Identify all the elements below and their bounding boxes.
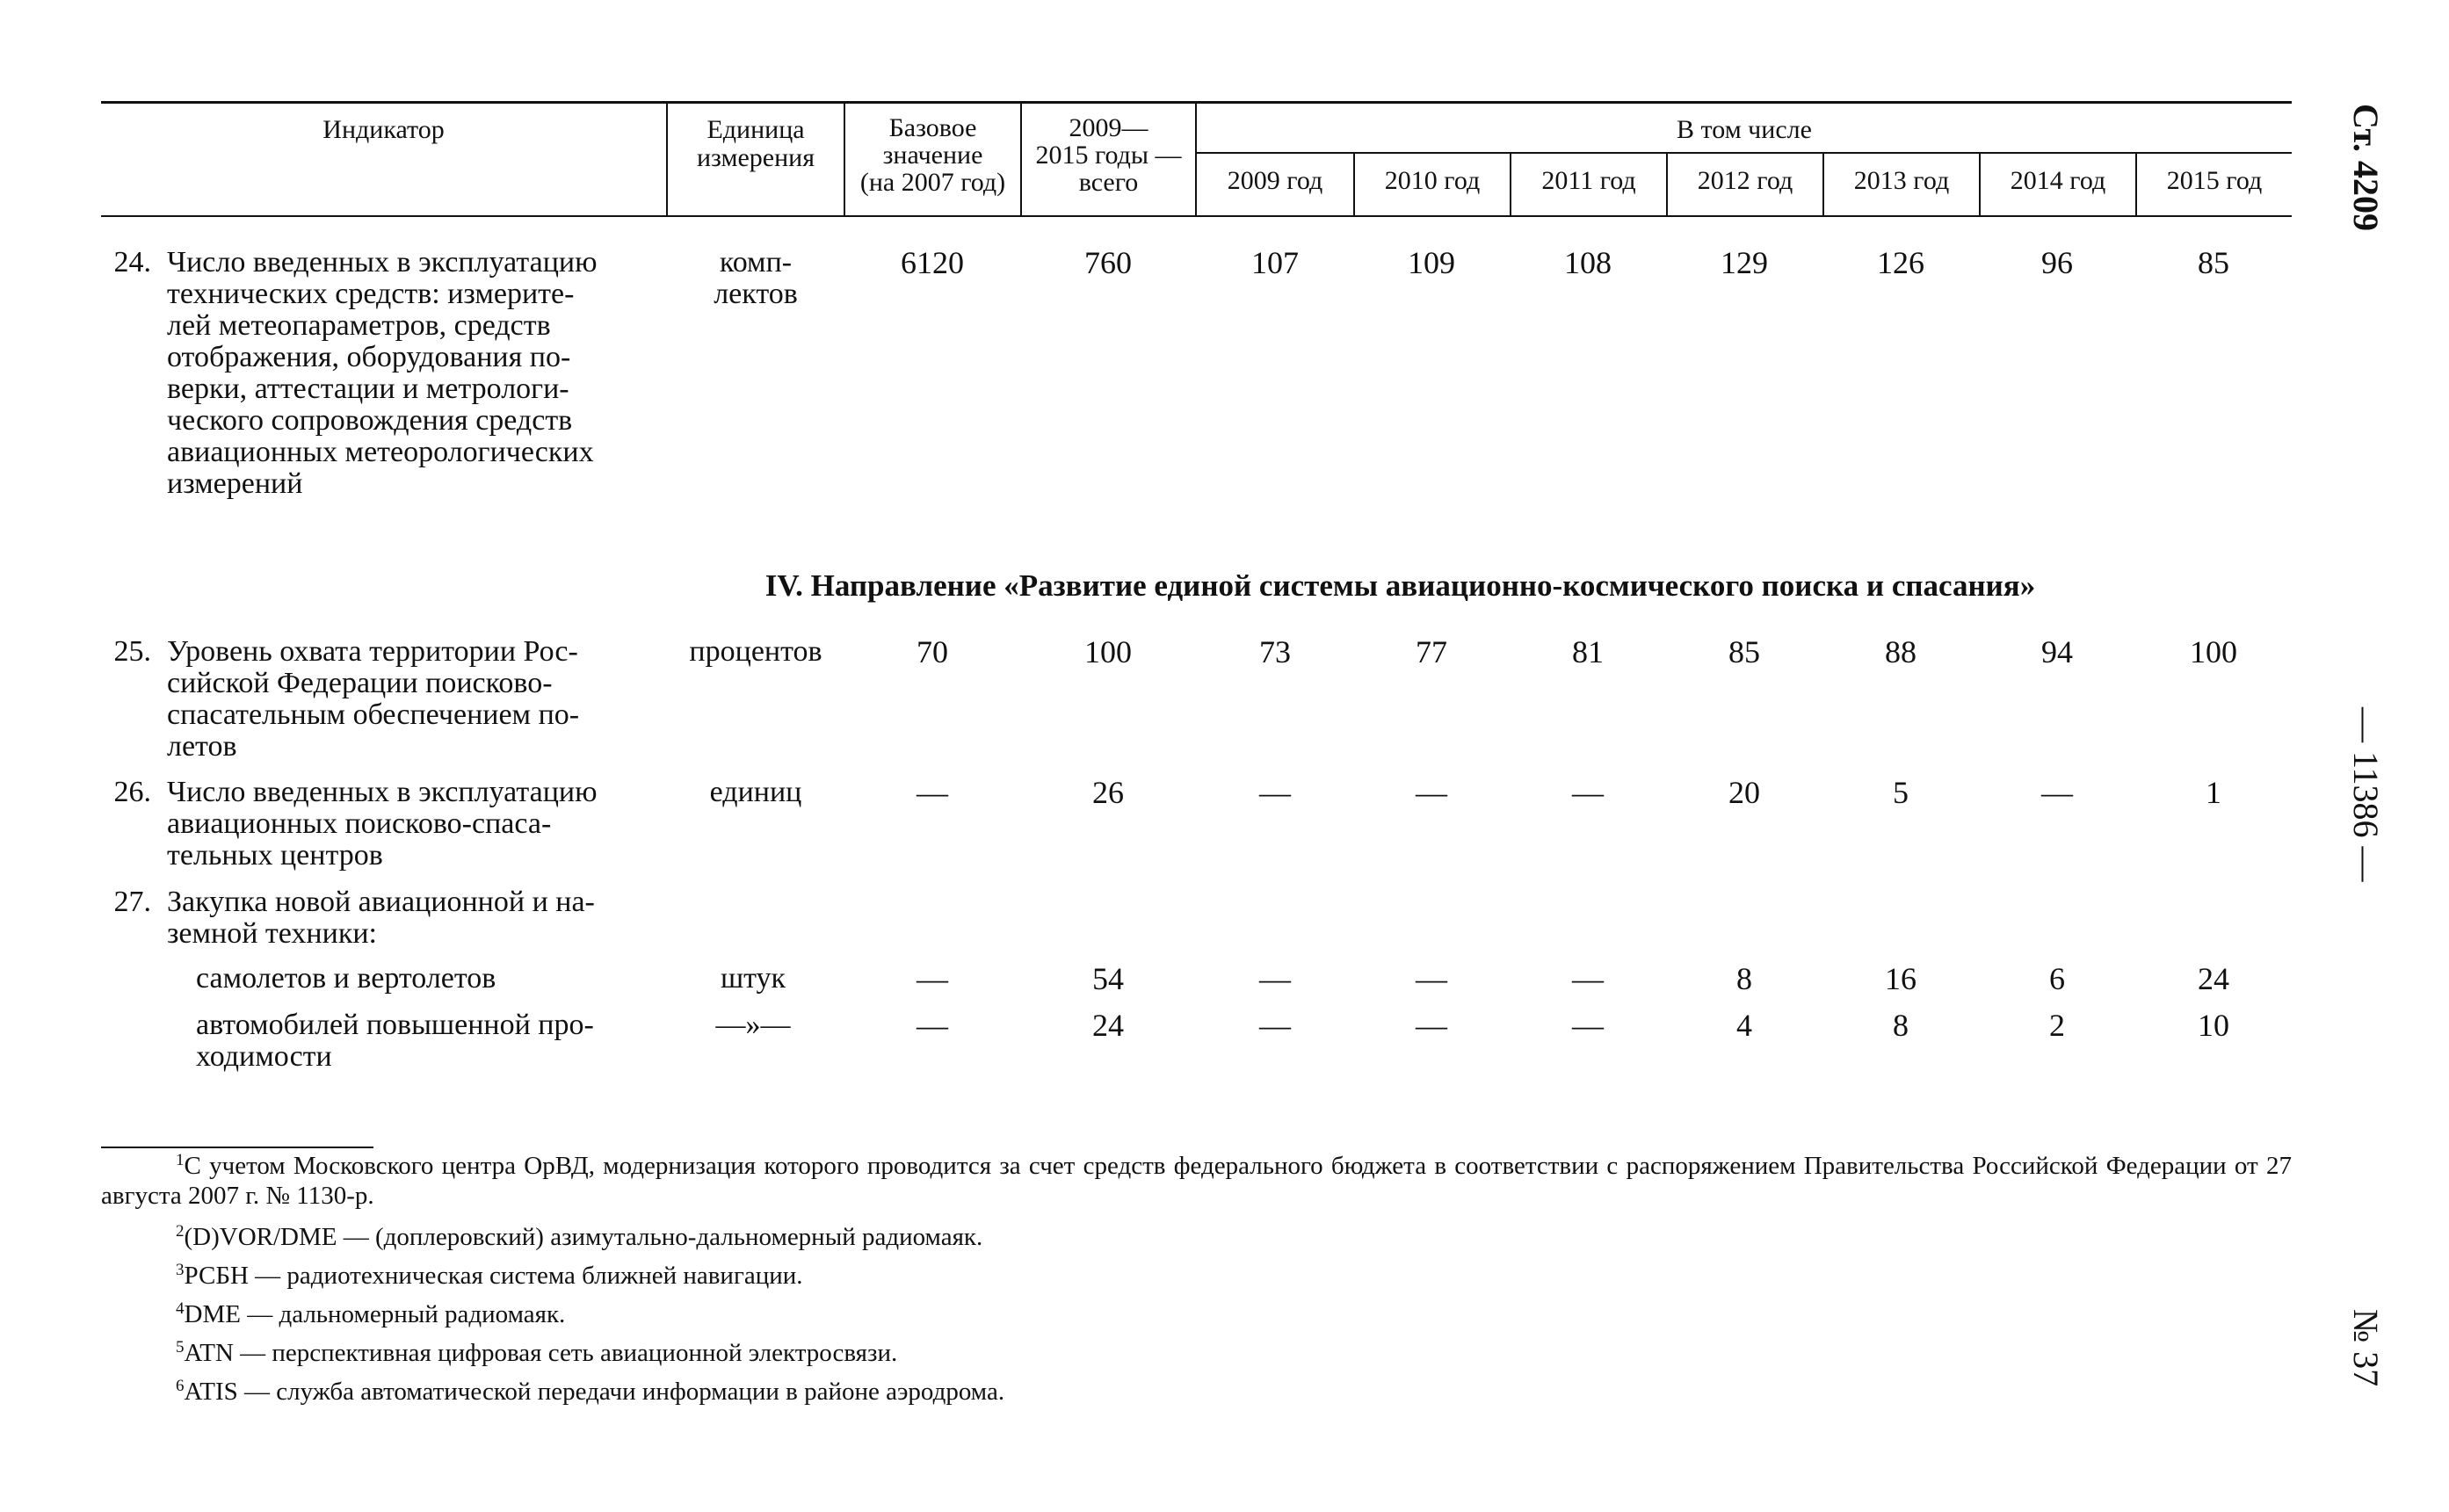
value-2011: 108: [1564, 245, 1612, 280]
footnote-text: ATN — перспективная цифровая сеть авиационной электросвязи.: [184, 1339, 898, 1367]
value-2013: 5: [1893, 775, 1909, 810]
value-2012: 8: [1736, 961, 1752, 996]
header-year: 2011 год: [1541, 166, 1636, 195]
value-base: —: [917, 961, 948, 996]
margin-article-number: Ст. 4209: [2346, 104, 2386, 231]
footnote-text: С учетом Московского центра ОрВД, модернизация которого проводится за счет средств федерального бюджета в соответствии с распоряжением Правительства Российской Федерации от 27 августа 2007 г. № 1130-р.: [101, 1152, 2292, 1210]
margin-page-number: — 11386 —: [2346, 707, 2386, 882]
value-base: 70: [917, 634, 948, 669]
indicator-line: Закупка новой авиационной и на-: [167, 886, 595, 918]
unit-cell: [668, 247, 844, 310]
header-base-line: значение: [882, 141, 983, 170]
indicator-line: автомобилей повышенной про-: [196, 1009, 594, 1041]
value-2015: 85: [2198, 245, 2229, 280]
header-indicator: Индикатор: [322, 115, 445, 144]
unit-line: единиц: [709, 776, 802, 808]
value-total: 24: [1092, 1008, 1124, 1043]
footnote-mark: 5: [176, 1338, 185, 1356]
value-2013: 8: [1893, 1008, 1909, 1043]
margin-issue-number: № 37: [2346, 1309, 2386, 1387]
indicator-line: Число введенных в эксплуатацию: [167, 776, 598, 808]
indicator-text: [167, 886, 641, 950]
value-2009: 73: [1259, 634, 1291, 669]
footnote-mark: 1: [176, 1151, 185, 1169]
value-2012: 129: [1721, 245, 1768, 280]
value-2015: 100: [2190, 634, 2237, 669]
indicator-line: верки, аттестации и метрологи-: [167, 373, 569, 405]
subrow-indicator-text: [196, 1009, 657, 1073]
value-2011: —: [1572, 1008, 1604, 1043]
value-2011: —: [1572, 961, 1604, 996]
header-total-line: всего: [1078, 168, 1139, 197]
value-2011: —: [1572, 775, 1604, 810]
value-2009: —: [1259, 1008, 1291, 1043]
header-year: 2014 год: [2010, 166, 2106, 195]
indicator-text: [167, 777, 641, 872]
footnote-mark: 6: [176, 1377, 185, 1395]
value-2014: 2: [2049, 1008, 2065, 1043]
header-year: 2015 год: [2166, 166, 2263, 195]
header-total: [1022, 114, 1195, 196]
indicator-line: Число введенных в эксплуатацию: [167, 246, 598, 279]
header-year: 2012 год: [1697, 166, 1793, 195]
footnote-text: ATIS — служба автоматической передачи информации в районе аэродрома.: [184, 1378, 1005, 1406]
indicator-line: сийской Федерации поисково-: [167, 667, 553, 699]
indicator-text: [167, 247, 641, 500]
value-2014: 6: [2049, 961, 2065, 996]
value-2009: 107: [1251, 245, 1299, 280]
header-total-line: 2009—: [1069, 113, 1148, 142]
value-2012: 4: [1736, 1008, 1752, 1043]
footnote: [176, 1222, 982, 1252]
indicator-line: земной техники:: [167, 917, 377, 950]
value-2010: 77: [1416, 634, 1447, 669]
footnote-text: (D)VOR/DME — (доплеровский) азимутально-дальномерный радиомаяк.: [184, 1223, 983, 1251]
footnote-rule: [101, 1147, 373, 1148]
unit-line: процентов: [689, 635, 822, 668]
value-2010: —: [1416, 961, 1447, 996]
header-unit-line: Единица: [706, 115, 805, 144]
header-unit: [668, 114, 844, 173]
value-2010: —: [1416, 1008, 1447, 1043]
indicator-line: ходимости: [196, 1040, 332, 1073]
footnote: [176, 1261, 803, 1291]
value-total: 100: [1084, 634, 1132, 669]
unit-line: комп-: [719, 246, 793, 279]
indicator-line: тельных центров: [167, 839, 383, 872]
footnote-mark: 3: [176, 1261, 185, 1279]
value-2014: 94: [2041, 634, 2073, 669]
indicator-line: спасательным обеспечением по-: [167, 698, 580, 731]
footnote: [176, 1338, 897, 1368]
value-total: 26: [1092, 775, 1124, 810]
subrow-indicator-text: [196, 963, 657, 995]
footnote-text: DME — дальномерный радиомаяк.: [184, 1300, 566, 1328]
row-number: 27.: [113, 886, 151, 918]
unit-line: лектов: [714, 278, 798, 310]
value-2011: 81: [1572, 634, 1604, 669]
row-number: 26.: [113, 776, 151, 808]
indicator-line: Уровень охвата территории Рос-: [167, 635, 578, 668]
unit-cell: штук: [720, 962, 786, 995]
value-2013: 126: [1877, 245, 1924, 280]
header-year: 2010 год: [1384, 166, 1481, 195]
value-2012: 85: [1728, 634, 1760, 669]
value-2012: 20: [1728, 775, 1760, 810]
value-2015: 24: [2198, 961, 2229, 996]
header-base-line: (на 2007 год): [859, 168, 1006, 197]
value-2014: —: [2041, 775, 2073, 810]
value-2013: 16: [1885, 961, 1916, 996]
header-base-line: Базовое: [888, 113, 977, 142]
indicator-line: самолетов и вертолетов: [196, 962, 496, 995]
footnote: [176, 1299, 565, 1329]
value-base: 6120: [901, 245, 964, 280]
unit-cell: [663, 636, 848, 668]
indicator-line: отображения, оборудования по-: [167, 341, 571, 373]
value-2009: —: [1259, 775, 1291, 810]
value-2010: —: [1416, 775, 1447, 810]
value-2010: 109: [1408, 245, 1455, 280]
section-title: IV. Направление «Развитие единой системы авиационно-космического поиска и спасания»: [764, 568, 2036, 603]
header-unit-line: измерения: [696, 143, 815, 172]
footnote: [176, 1377, 1004, 1407]
years-subheader-rule: [1195, 152, 2292, 154]
header-base: [845, 114, 1020, 196]
value-2009: —: [1259, 961, 1291, 996]
value-2015: 1: [2206, 775, 2221, 810]
indicator-line: измерений: [167, 467, 303, 500]
value-base: —: [917, 1008, 948, 1043]
indicator-text: [167, 636, 641, 763]
header-total-line: 2015 годы —: [1035, 141, 1182, 170]
value-2014: 96: [2041, 245, 2073, 280]
value-total: 760: [1084, 245, 1132, 280]
value-total: 54: [1092, 961, 1124, 996]
indicator-line: лей метеопараметров, средств: [167, 309, 551, 342]
indicator-line: авиационных метеорологических: [167, 436, 594, 468]
header-year: 2013 год: [1853, 166, 1950, 195]
row-number: 24.: [113, 246, 151, 279]
header-year: 2009 год: [1227, 166, 1323, 195]
indicator-line: авиационных поисково-спаса-: [167, 807, 552, 840]
value-2015: 10: [2198, 1008, 2229, 1043]
footnote: [101, 1151, 2292, 1211]
value-base: —: [917, 775, 948, 810]
footnote-mark: 4: [176, 1299, 185, 1318]
unit-cell: [663, 777, 848, 808]
header-including: В том числе: [1677, 115, 1812, 144]
indicator-line: ческого сопровождения средств: [167, 404, 573, 437]
footnote-mark: 2: [176, 1222, 185, 1241]
indicator-line: технических средств: измерите-: [167, 278, 575, 310]
indicator-line: летов: [167, 730, 237, 763]
value-2013: 88: [1885, 634, 1916, 669]
row-number: 25.: [113, 635, 151, 668]
footnote-text: РСБН — радиотехническая система ближней навигации.: [184, 1262, 803, 1290]
unit-cell: —»—: [715, 1009, 791, 1041]
